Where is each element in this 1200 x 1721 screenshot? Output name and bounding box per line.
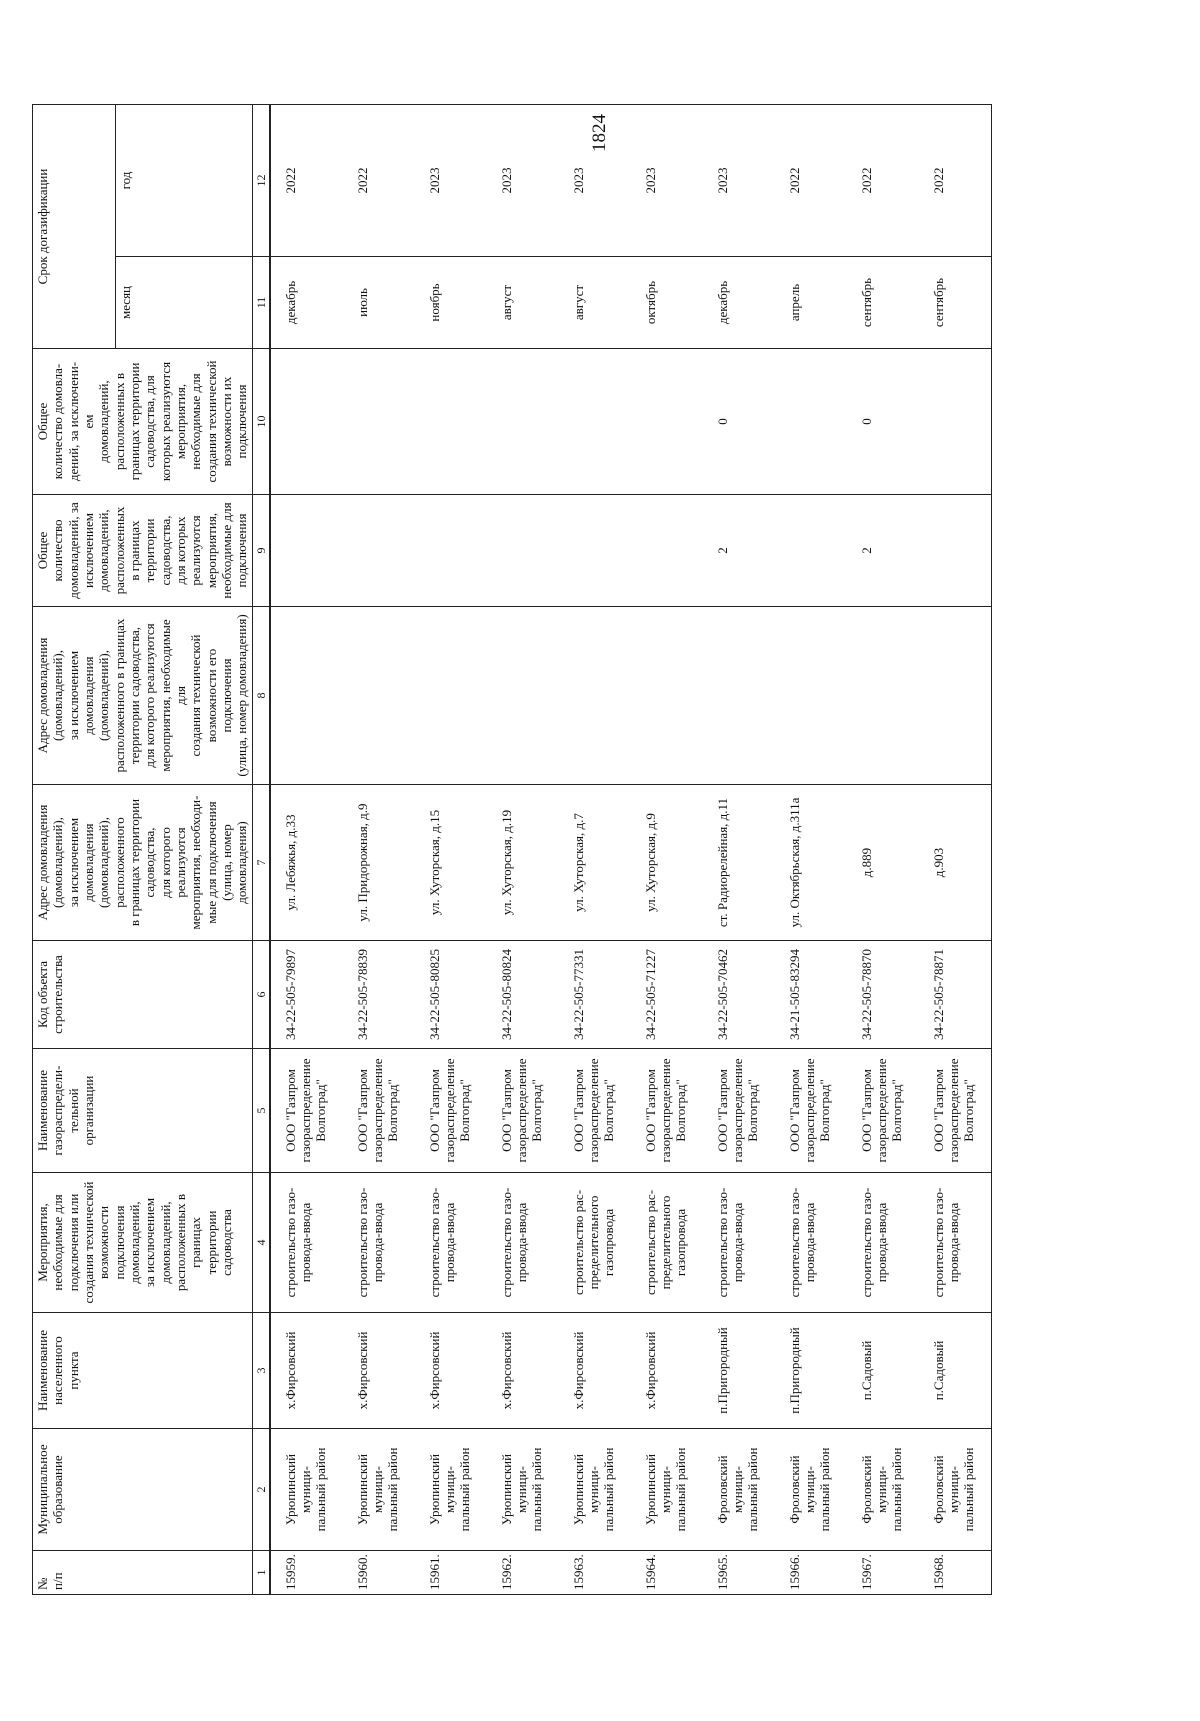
cell-total-households-garden xyxy=(775,349,847,495)
cell-settlement: х.Фирсовский xyxy=(631,1313,703,1429)
cell-total-households-garden xyxy=(343,349,415,495)
cell-year: 2022 xyxy=(919,105,992,257)
cell-total-households-garden xyxy=(415,349,487,495)
header-total-households-garden: Общее количество домовла- дений, за исключени- ем домовладений, расположенных в границах территории садоводства, для которых реализуются мероприятия, необходимые для создания технической возможности их подключения xyxy=(33,349,253,495)
table-row xyxy=(343,105,415,1595)
cell-object-code: 34-22-505-79897 xyxy=(270,941,343,1049)
cell-total-households xyxy=(919,495,992,607)
cell-address-garden xyxy=(343,607,415,785)
cell-gas-org: ООО "Газпром газораспределение Волгоград" xyxy=(631,1049,703,1173)
header-year: год xyxy=(116,105,253,257)
table-row xyxy=(487,105,559,1595)
cell-total-households xyxy=(559,495,631,607)
cell-total-households-garden xyxy=(919,349,992,495)
cell-number: 15964. xyxy=(631,1551,703,1595)
cell-month: ноябрь xyxy=(415,257,487,349)
cell-number: 15967. xyxy=(847,1551,919,1595)
header-measures: Мероприятия, необходимые для подключения или создания технической возможности подключения домовладений, за исключением домовладений, расположенных в границах территории садоводства xyxy=(33,1173,253,1313)
cell-measures: строительство газо- провода-ввода xyxy=(775,1173,847,1313)
cell-gas-org: ООО "Газпром газораспределение Волгоград" xyxy=(487,1049,559,1173)
cell-year: 2022 xyxy=(847,105,919,257)
cell-object-code: 34-22-505-80824 xyxy=(487,941,559,1049)
cell-address: ул. Хуторская, д.9 xyxy=(631,785,703,941)
cell-object-code: 34-22-505-80825 xyxy=(415,941,487,1049)
column-number: 11 xyxy=(252,257,270,349)
cell-total-households xyxy=(487,495,559,607)
table-row xyxy=(847,105,919,1595)
cell-address-garden xyxy=(775,607,847,785)
cell-object-code: 34-21-505-83294 xyxy=(775,941,847,1049)
cell-settlement: х.Фирсовский xyxy=(343,1313,415,1429)
cell-settlement: х.Фирсовский xyxy=(487,1313,559,1429)
column-number-row xyxy=(252,105,270,1595)
cell-number: 15961. xyxy=(415,1551,487,1595)
column-number: 7 xyxy=(252,785,270,941)
cell-month: июль xyxy=(343,257,415,349)
cell-month: декабрь xyxy=(703,257,775,349)
cell-month: сентябрь xyxy=(847,257,919,349)
cell-gas-org: ООО "Газпром газораспределение Волгоград" xyxy=(343,1049,415,1173)
cell-year: 2022 xyxy=(775,105,847,257)
cell-address: ул. Хуторская, д.7 xyxy=(559,785,631,941)
cell-address: ул. Лебяжья, д.33 xyxy=(270,785,343,941)
header-address: Адрес домовладения (домовладений), за исключением домовладения (домовладений), расположенного в границах территории садоводства, для которого реализуются мероприятия, необходи- мые для подключения (улица, номер домовладения) xyxy=(33,785,253,941)
table-row xyxy=(415,105,487,1595)
cell-measures: строительство газо- провода-ввода xyxy=(415,1173,487,1313)
column-number: 8 xyxy=(252,607,270,785)
cell-total-households-garden xyxy=(270,349,343,495)
cell-measures: строительство газо- провода-ввода xyxy=(919,1173,992,1313)
cell-measures: строительство газо- провода-ввода xyxy=(703,1173,775,1313)
column-number: 9 xyxy=(252,495,270,607)
cell-total-households-garden: 0 xyxy=(703,349,775,495)
cell-address: ст. Радиорелейная, д.11 xyxy=(703,785,775,941)
cell-address-garden xyxy=(919,607,992,785)
cell-gas-org: ООО "Газпром газораспределение Волгоград" xyxy=(415,1049,487,1173)
cell-measures: строительство газо- провода-ввода xyxy=(847,1173,919,1313)
header-month: месяц xyxy=(116,257,253,349)
cell-year: 2022 xyxy=(270,105,343,257)
cell-number: 15963. xyxy=(559,1551,631,1595)
cell-object-code: 34-22-505-78870 xyxy=(847,941,919,1049)
cell-number: 15965. xyxy=(703,1551,775,1595)
cell-settlement: п.Пригородный xyxy=(703,1313,775,1429)
cell-number: 15962. xyxy=(487,1551,559,1595)
cell-total-households xyxy=(775,495,847,607)
cell-total-households-garden xyxy=(559,349,631,495)
header-settlement: Наименование населенного пункта xyxy=(33,1313,253,1429)
gasification-table xyxy=(32,104,992,1595)
cell-gas-org: ООО "Газпром газораспределение Волгоград" xyxy=(270,1049,343,1173)
cell-total-households xyxy=(343,495,415,607)
column-number: 3 xyxy=(252,1313,270,1429)
table-body xyxy=(270,105,992,1595)
column-number: 6 xyxy=(252,941,270,1049)
header-deadline: Срок догазификации xyxy=(33,105,116,349)
column-number: 5 xyxy=(252,1049,270,1173)
column-number: 4 xyxy=(252,1173,270,1313)
cell-year: 2023 xyxy=(487,105,559,257)
cell-address-garden xyxy=(847,607,919,785)
cell-municipality: Фроловский муници- пальный район xyxy=(847,1429,919,1551)
header-municipality: Муниципальное образование xyxy=(33,1429,253,1551)
cell-address: ул. Хуторская, д.15 xyxy=(415,785,487,941)
cell-month: октябрь xyxy=(631,257,703,349)
cell-measures: строительство газо- провода-ввода xyxy=(487,1173,559,1313)
cell-object-code: 34-22-505-70462 xyxy=(703,941,775,1049)
cell-number: 15968. xyxy=(919,1551,992,1595)
table-row xyxy=(775,105,847,1595)
cell-object-code: 34-22-505-77331 xyxy=(559,941,631,1049)
cell-municipality: Урюпинский муници- пальный район xyxy=(487,1429,559,1551)
cell-object-code: 34-22-505-71227 xyxy=(631,941,703,1049)
cell-municipality: Урюпинский муници- пальный район xyxy=(559,1429,631,1551)
cell-month: август xyxy=(559,257,631,349)
cell-measures: строительство рас- пределительного газопровода xyxy=(631,1173,703,1313)
cell-address-garden xyxy=(487,607,559,785)
table-header xyxy=(33,105,270,1595)
cell-gas-org: ООО "Газпром газораспределение Волгоград" xyxy=(703,1049,775,1173)
cell-total-households xyxy=(270,495,343,607)
cell-number: 15960. xyxy=(343,1551,415,1595)
cell-total-households: 2 xyxy=(703,495,775,607)
cell-municipality: Фроловский муници- пальный район xyxy=(919,1429,992,1551)
cell-month: апрель xyxy=(775,257,847,349)
table-row xyxy=(631,105,703,1595)
cell-settlement: п.Пригородный xyxy=(775,1313,847,1429)
cell-municipality: Урюпинский муници- пальный район xyxy=(343,1429,415,1551)
cell-measures: строительство газо- провода-ввода xyxy=(270,1173,343,1313)
cell-address: ул. Придорожная, д.9 xyxy=(343,785,415,941)
cell-municipality: Урюпинский муници- пальный район xyxy=(631,1429,703,1551)
header-address-garden: Адрес домовладения (домовладений), за исключением домовладения (домовладений), расположенного в границах территории садоводства, для которого реализуются мероприятия, необходимые для создания технической возможности его подключения (улица, номер домовладения) xyxy=(33,607,253,785)
cell-total-households-garden xyxy=(631,349,703,495)
cell-total-households-garden xyxy=(487,349,559,495)
rotated-table-container xyxy=(32,105,1044,1595)
cell-settlement: п.Садовый xyxy=(847,1313,919,1429)
column-number: 2 xyxy=(252,1429,270,1551)
column-number: 1 xyxy=(252,1551,270,1595)
cell-number: 15959. xyxy=(270,1551,343,1595)
cell-year: 2022 xyxy=(343,105,415,257)
cell-gas-org: ООО "Газпром газораспределение Волгоград" xyxy=(919,1049,992,1173)
cell-address: ул. Хуторская, д.19 xyxy=(487,785,559,941)
column-number: 10 xyxy=(252,349,270,495)
cell-gas-org: ООО "Газпром газораспределение Волгоград" xyxy=(847,1049,919,1173)
cell-year: 2023 xyxy=(415,105,487,257)
cell-address: д.889 xyxy=(847,785,919,941)
cell-total-households xyxy=(631,495,703,607)
cell-object-code: 34-22-505-78871 xyxy=(919,941,992,1049)
page-number-text: 1824 xyxy=(589,114,610,152)
cell-municipality: Урюпинский муници- пальный район xyxy=(270,1429,343,1551)
cell-year: 2023 xyxy=(703,105,775,257)
cell-number: 15966. xyxy=(775,1551,847,1595)
cell-object-code: 34-22-505-78839 xyxy=(343,941,415,1049)
cell-month: декабрь xyxy=(270,257,343,349)
cell-address-garden xyxy=(631,607,703,785)
cell-settlement: х.Фирсовский xyxy=(559,1313,631,1429)
cell-month: август xyxy=(487,257,559,349)
cell-total-households xyxy=(415,495,487,607)
cell-gas-org: ООО "Газпром газораспределение Волгоград" xyxy=(775,1049,847,1173)
header-total-households: Общее количество домовладений, за исключением домовладений, расположенных в границах территории садоводства, для которых реализуются мероприятия, необходимые для подключения xyxy=(33,495,253,607)
cell-total-households: 2 xyxy=(847,495,919,607)
table-row xyxy=(703,105,775,1595)
cell-month: сентябрь xyxy=(919,257,992,349)
cell-settlement: х.Фирсовский xyxy=(270,1313,343,1429)
cell-settlement: х.Фирсовский xyxy=(415,1313,487,1429)
header-object-code: Код объекта строительства xyxy=(33,941,253,1049)
cell-gas-org: ООО "Газпром газораспределение Волгоград" xyxy=(559,1049,631,1173)
column-number: 12 xyxy=(252,105,270,257)
cell-municipality: Фроловский муници- пальный район xyxy=(703,1429,775,1551)
cell-measures: строительство газо- провода-ввода xyxy=(343,1173,415,1313)
table-row xyxy=(270,105,343,1595)
cell-address: ул. Октябрьская, д.311а xyxy=(775,785,847,941)
cell-year: 2023 xyxy=(631,105,703,257)
cell-address-garden xyxy=(415,607,487,785)
cell-municipality: Урюпинский муници- пальный район xyxy=(415,1429,487,1551)
cell-address: д.903 xyxy=(919,785,992,941)
table-row xyxy=(919,105,992,1595)
cell-address-garden xyxy=(270,607,343,785)
cell-address-garden xyxy=(559,607,631,785)
cell-settlement: п.Садовый xyxy=(919,1313,992,1429)
cell-measures: строительство рас- пределительного газопровода xyxy=(559,1173,631,1313)
cell-municipality: Фроловский муници- пальный район xyxy=(775,1429,847,1551)
cell-address-garden xyxy=(703,607,775,785)
header-gas-org: Наименование газораспредели- тельной организации xyxy=(33,1049,253,1173)
table-row xyxy=(559,105,631,1595)
header-no: № п/п xyxy=(33,1551,253,1595)
cell-year: 2023 xyxy=(559,105,631,257)
cell-total-households-garden: 0 xyxy=(847,349,919,495)
